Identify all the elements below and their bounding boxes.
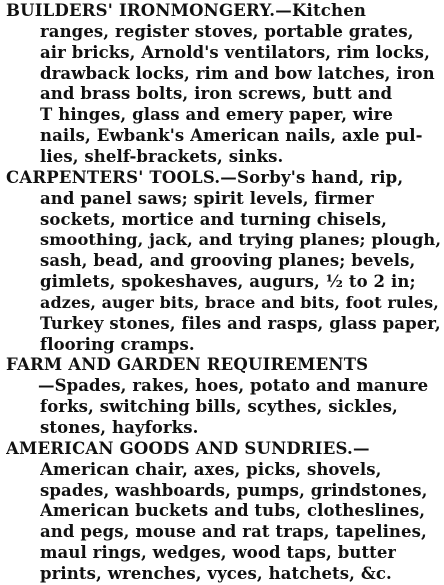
text-line: spades, washboards, pumps, grindstones,: [40, 481, 428, 500]
section-heading-line: AMERICAN GOODS AND SUNDRIES.—: [6, 439, 370, 458]
text-line: ranges, register stoves, portable grates,: [40, 22, 414, 41]
text-line: adzes, auger bits, brace and bits, foot rules,: [40, 293, 439, 312]
text-line: American buckets and tubs, clotheslines,: [40, 501, 426, 520]
text-line: lies, shelf-brackets, sinks.: [40, 147, 284, 166]
text-line: drawback locks, rim and bow latches, iron: [40, 64, 435, 83]
section-heading-line: BUILDERS' IRONMONGERY.—Kitchen: [6, 1, 367, 20]
text-line: and brass bolts, iron screws, butt and: [40, 84, 393, 103]
text-line: smoothing, jack, and trying planes; plough,: [40, 230, 442, 249]
text-line: and panel saws; spirit levels, firmer: [40, 189, 374, 208]
text-line: stones, hayforks.: [40, 418, 199, 437]
text-line: air bricks, Arnold's ventilators, rim locks,: [40, 43, 430, 62]
text-line: and pegs, mouse and rat traps, tapelines,: [40, 522, 427, 541]
text-line: sockets, mortice and turning chisels,: [40, 210, 387, 229]
text-line: —Spades, rakes, hoes, potato and manure: [38, 376, 429, 395]
text-line: prints, wrenches, vyces, hatchets, &c.: [40, 564, 392, 583]
text-line: sash, bead, and grooving planes; bevels,: [40, 251, 416, 270]
text-line: maul rings, wedges, wood taps, butter: [40, 543, 397, 562]
text-line: Turkey stones, files and rasps, glass paper,: [40, 314, 441, 333]
text-line: forks, switching bills, scythes, sickles,: [40, 397, 398, 416]
text-line: flooring cramps.: [40, 335, 195, 354]
section-heading-line: CARPENTERS' TOOLS.—Sorby's hand, rip,: [6, 168, 404, 187]
section-heading-line: FARM AND GARDEN REQUIREMENTS: [6, 355, 369, 374]
text-line: American chair, axes, picks, shovels,: [40, 460, 382, 479]
text-line: T hinges, glass and emery paper, wire: [40, 105, 393, 124]
text-line: nails, Ewbank's American nails, axle pul-: [40, 126, 423, 145]
text-line: gimlets, spokeshaves, augurs, ½ to 2 in;: [40, 272, 416, 291]
